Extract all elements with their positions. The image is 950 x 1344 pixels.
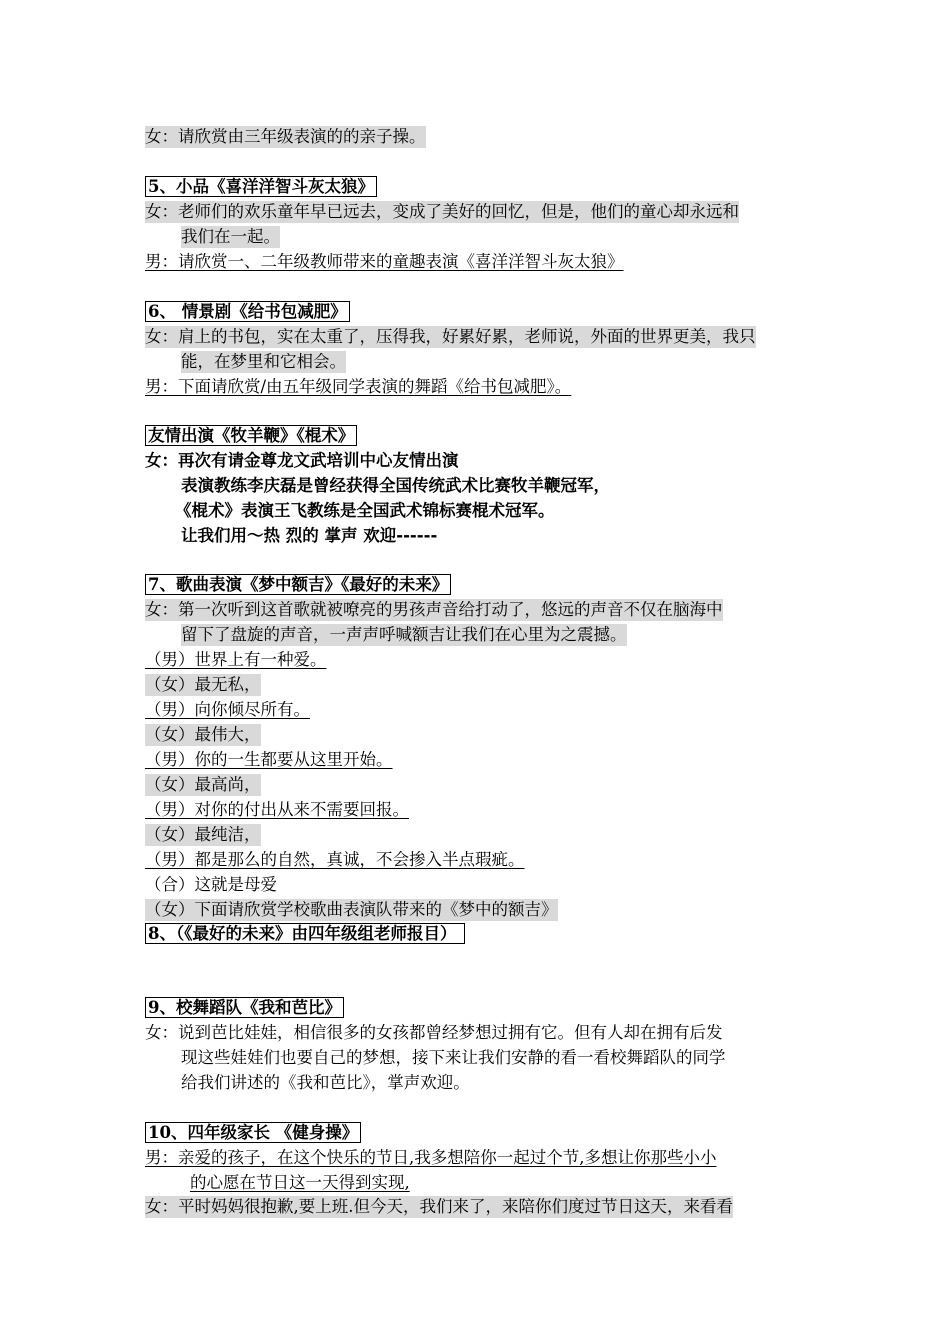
text-line: 女：平时妈妈很抱歉,要上班.但今天，我们来了，来陪你们度过节日这天，来看看 xyxy=(145,1197,733,1216)
text-line: 给我们讲述的《我和芭比》，掌声欢迎。 xyxy=(181,1073,470,1092)
text-line: （女）最高尚， xyxy=(145,775,261,794)
text-line: 男：下面请欣赏/由五年级同学表演的舞蹈《给书包减肥》。 xyxy=(145,377,572,396)
text-line: 男：请欣赏一、二年级教师带来的童趣表演《喜洋洋智斗灰太狼》 xyxy=(145,252,624,271)
text-line: 女：请欣赏由三年级表演的的亲子操。 xyxy=(145,127,426,146)
text-line: 男：亲爱的孩子，在这个快乐的节日,我多想陪你一起过个节,多想让你那些小小 xyxy=(145,1148,717,1167)
text-line: 表演教练李庆磊是曾经获得全国传统武术比赛牧羊鞭冠军， xyxy=(181,476,610,495)
text-line: 女：再次有请金尊龙文武培训中心友情出演 xyxy=(145,451,459,470)
section-title: 8、（《最好的未来》由四年级组老师报目） xyxy=(145,923,465,944)
section-heading xyxy=(145,301,350,323)
text-line: （女）最无私， xyxy=(145,675,261,694)
text-line: 能，在梦里和它相会。 xyxy=(181,352,346,371)
text-line: 我们在一起。 xyxy=(181,227,280,246)
section-heading xyxy=(145,923,465,945)
text-line: （女）最伟大， xyxy=(145,725,261,744)
text-line: 现这些娃娃们也要自己的梦想，接下来让我们安静的看一看校舞蹈队的同学 xyxy=(181,1048,726,1067)
text-line: （男）对你的付出从来不需要回报。 xyxy=(145,800,409,819)
text-line: 《棍术》表演王飞教练是全国武术锦标赛棍术冠军。 xyxy=(175,501,555,520)
section-title: 友情出演《牧羊鞭》《棍术》 xyxy=(145,425,357,446)
section-title: 6、 情景剧《给书包减肥》 xyxy=(145,301,350,322)
section-heading xyxy=(145,1122,361,1144)
text-line: （男）向你倾尽所有。 xyxy=(145,700,310,719)
text-line: （女）下面请欣赏学校歌曲表演队带来的《梦中的额吉》 xyxy=(145,900,558,919)
text-line: 的心愿在节日这一天得到实现, xyxy=(190,1173,410,1192)
section-title: 9、校舞蹈队《我和芭比》 xyxy=(145,997,344,1018)
text-line: 留下了盘旋的声音，一声声呼喊额吉让我们在心里为之震撼。 xyxy=(181,625,627,644)
text-line: （女）最纯洁， xyxy=(145,825,261,844)
section-heading xyxy=(145,425,357,447)
section-title: 5、小品《喜洋洋智斗灰太狼》 xyxy=(145,176,377,197)
section-title: 7、歌曲表演《梦中额吉》《最好的未来》 xyxy=(145,574,451,595)
text-line: 女：老师们的欢乐童年早已远去，变成了美好的回忆，但是，他们的童心却永远和 xyxy=(145,202,739,221)
section-heading xyxy=(145,997,344,1019)
text-line: （合）这就是母爱 xyxy=(145,875,277,894)
text-line: 女：说到芭比娃娃，相信很多的女孩都曾经梦想过拥有它。但有人却在拥有后发 xyxy=(145,1023,723,1042)
text-line: 女：第一次听到这首歌就被嘹亮的男孩声音给打动了，悠远的声音不仅在脑海中 xyxy=(145,600,723,619)
text-line: 女：肩上的书包，实在太重了，压得我，好累好累，老师说，外面的世界更美，我只 xyxy=(145,327,756,346)
text-line: （男）你的一生都要从这里开始。 xyxy=(145,750,393,769)
section-heading xyxy=(145,176,377,198)
section-title: 10、四年级家长 《健身操》 xyxy=(145,1122,361,1143)
section-heading xyxy=(145,574,451,596)
text-line: （男）都是那么的自然，真诚，不会掺入半点瑕疵。 xyxy=(145,850,525,869)
text-line: （男）世界上有一种爱。 xyxy=(145,650,327,669)
text-line: 让我们用～热 烈的 掌声 欢迎------ xyxy=(181,526,438,545)
